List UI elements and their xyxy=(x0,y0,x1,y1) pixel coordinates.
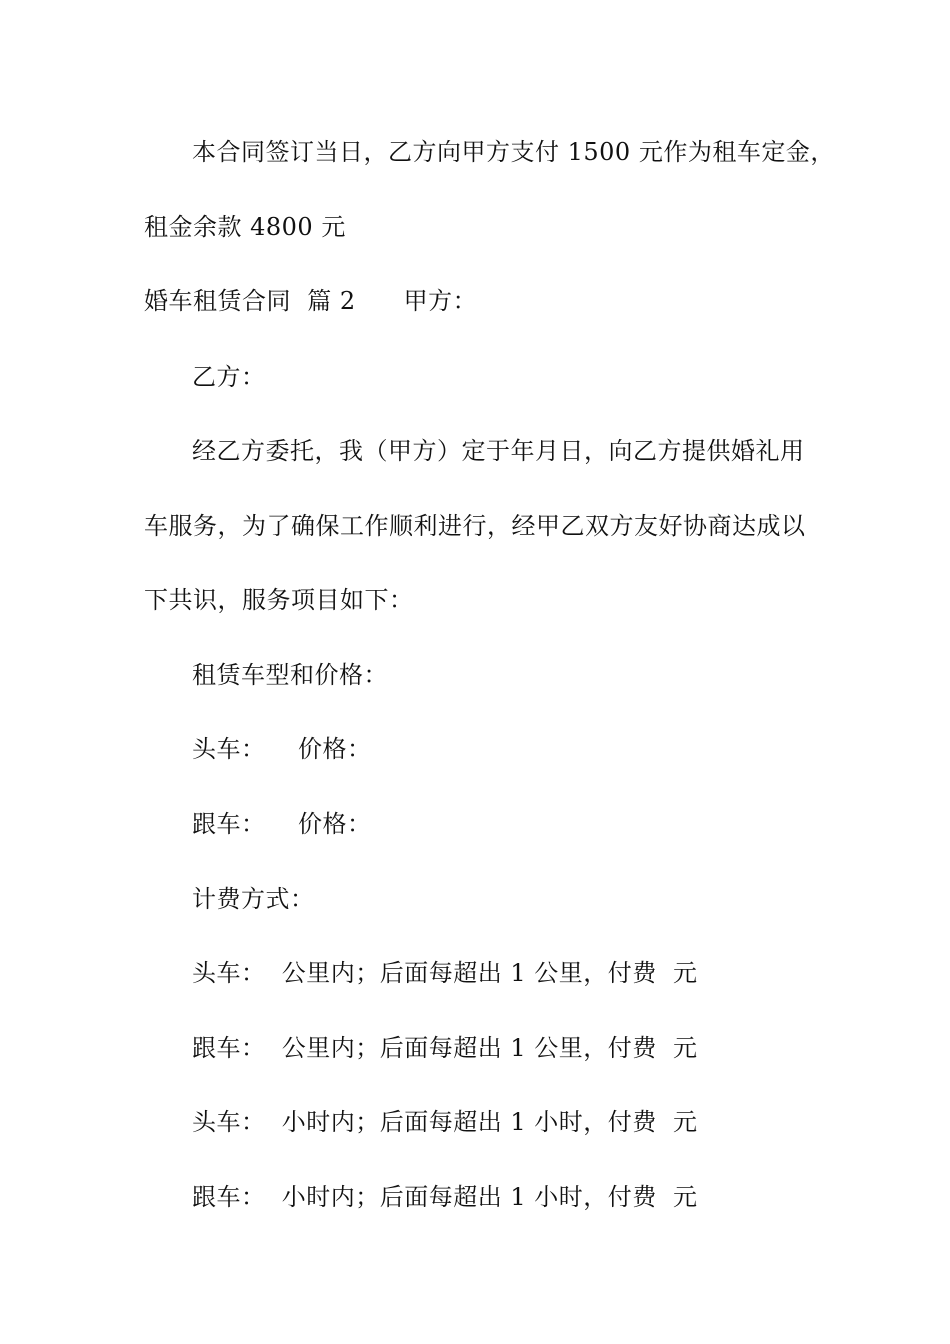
paragraph-balance: 租金余款 4800 元 xyxy=(144,213,346,241)
paragraph-intro-3: 下共识，服务项目如下： xyxy=(144,586,414,614)
paragraph-intro-1: 经乙方委托，我（甲方）定于年月日，向乙方提供婚礼用 xyxy=(192,437,805,465)
paragraph-intro-2: 车服务，为了确保工作顺利进行，经甲乙双方友好协商达成以 xyxy=(144,512,806,540)
lead-car-price: 头车： 价格： xyxy=(192,735,372,763)
billing-method-heading: 计费方式： xyxy=(192,885,315,913)
vehicle-types-heading: 租赁车型和价格： xyxy=(192,661,388,689)
section-heading xyxy=(144,285,477,317)
follow-car-km-fee: 跟车： 公里内；后面每超出 1 公里，付费 元 xyxy=(192,1034,698,1062)
follow-car-price: 跟车： 价格： xyxy=(192,810,372,838)
contract-title: 婚车租赁合同 篇 2 xyxy=(144,287,356,315)
lead-car-hour-fee: 头车： 小时内；后面每超出 1 小时，付费 元 xyxy=(192,1108,698,1136)
party-a-label: 甲方： xyxy=(403,287,478,315)
party-b-label: 乙方： xyxy=(192,363,266,391)
paragraph-deposit: 本合同签订当日，乙方向甲方支付 1500 元作为租车定金， xyxy=(192,138,835,166)
lead-car-km-fee: 头车： 公里内；后面每超出 1 公里，付费 元 xyxy=(192,959,698,987)
follow-car-hour-fee: 跟车： 小时内；后面每超出 1 小时，付费 元 xyxy=(192,1183,698,1211)
